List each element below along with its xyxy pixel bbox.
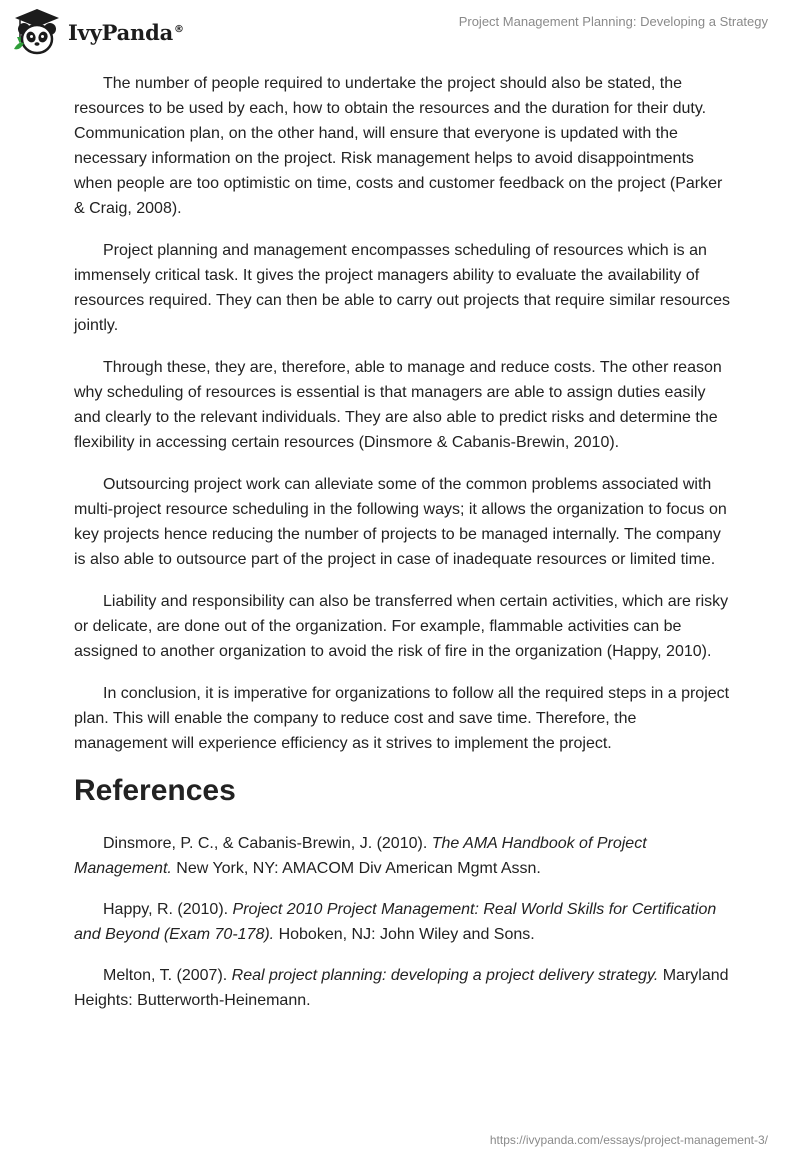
document-title: Project Management Planning: Developing a Strategy: [458, 14, 768, 29]
source-url-link[interactable]: https://ivypanda.com/essays/project-management-3/: [489, 1133, 768, 1147]
reference-author: Happy, R. (2010).: [103, 901, 233, 918]
ivypanda-logo[interactable]: [12, 7, 184, 57]
reference-author: Dinsmore, P. C., & Cabanis-Brewin, J. (2010).: [103, 835, 432, 852]
reference-item: [74, 963, 734, 1013]
essay-content: [74, 71, 734, 1029]
body-paragraph: Project planning and management encompasses scheduling of resources which is an immensely critical task. It gives the project managers ability to evaluate the availability of resources required. They can then be able to carry out projects that require similar resources jointly.: [74, 242, 731, 334]
reference-title: Real project planning: developing a project delivery strategy.: [231, 967, 659, 984]
reference-publisher: Maryland Heights: Butterworth-Heinemann.: [74, 967, 729, 1009]
body-paragraph: Liability and responsibility can also be transferred when certain activities, which are risky or delicate, are done out of the organization. For example, flammable activities can be assigned to another organization to avoid the risk of fire in the organization (Happy, 2010).: [74, 593, 729, 660]
body-paragraph: The number of people required to undertake the project should also be stated, the resources to be used by each, how to obtain the resources and the duration for their duty. Communication plan, on the other hand, will ensure that everyone is updated with the necessary information on the project. Risk management helps to avoid disappointments when people are too optimistic on time, costs and customer feedback on the project (Parker & Craig, 2008).: [74, 75, 723, 217]
references-heading: References: [74, 774, 236, 807]
reference-publisher: Hoboken, NJ: John Wiley and Sons.: [274, 926, 535, 943]
reference-author: Melton, T. (2007).: [103, 967, 232, 984]
body-paragraph: Through these, they are, therefore, able to manage and reduce costs. The other reason why scheduling of resources is essential is that managers are able to assign duties easily and clearly to the relevant individuals. They are also able to predict risks and determine the flexibility in accessing certain resources (Dinsmore & Cabanis-Brewin, 2010).: [74, 359, 722, 451]
reference-publisher: New York, NY: AMACOM Div American Mgmt Assn.: [171, 860, 541, 877]
body-paragraph: Outsourcing project work can alleviate some of the common problems associated with multi-project resource scheduling in the following ways; it allows the organization to focus on key projects hence reducing the number of projects to be managed internally. The company is also able to outsource part of the project in case of inadequate resources or limited time.: [74, 476, 727, 568]
reference-title: Project 2010 Project Management: Real World Skills for Certification and Beyond (Exam 70-178).: [74, 901, 717, 943]
logo-wordmark: IvyPanda®: [68, 19, 184, 45]
page-header: [0, 0, 800, 66]
panda-graduate-logo-icon: [12, 7, 62, 57]
reference-item: [74, 897, 734, 947]
body-paragraph: In conclusion, it is imperative for organizations to follow all the required steps in a project plan. This will enable the company to reduce cost and save time. Therefore, the management will experience efficiency as it strives to implement the project.: [74, 685, 730, 752]
reference-title: The AMA Handbook of Project Management.: [74, 835, 647, 877]
reference-item: [74, 831, 734, 881]
